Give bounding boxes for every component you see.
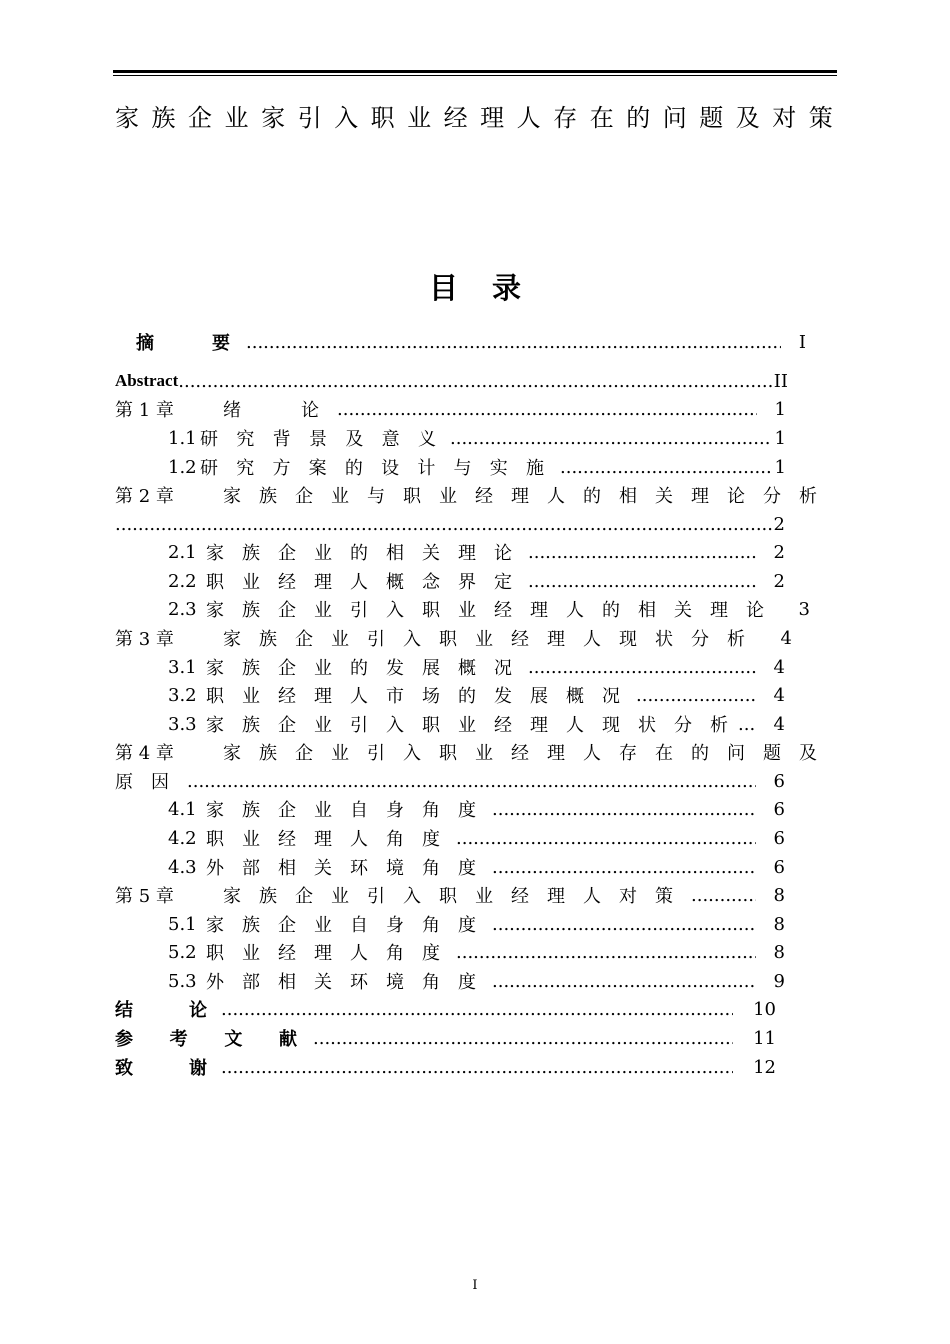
toc-leader-dots bbox=[492, 799, 756, 820]
toc-entry-label: 职 业 经 理 人 概 念 界 定 bbox=[206, 572, 512, 593]
toc-leader-dots bbox=[187, 771, 756, 792]
toc-entry-label: 外 部 相 关 环 境 角 度 bbox=[206, 972, 476, 993]
toc-page-number: II bbox=[773, 370, 788, 392]
toc-entry-label: 家 族 企 业 引 入 职 业 经 理 人 的 相 关 理 论 bbox=[206, 600, 764, 621]
toc-heading: 目录 bbox=[428, 271, 555, 305]
toc-leader-dots bbox=[221, 999, 733, 1020]
toc-entry-label: 致 谢 bbox=[115, 1058, 207, 1079]
toc-entry-number: 第 5 章 bbox=[115, 886, 174, 907]
toc-page-number: I bbox=[798, 331, 806, 353]
document-title: 家 族 企 业 家 引 入 职 业 经 理 人 存 在 的 问 题 及 对 策 bbox=[115, 103, 833, 132]
toc-leader-dots bbox=[221, 1057, 733, 1078]
toc-entry-number: 2.1 bbox=[168, 541, 197, 563]
toc-leader-dots bbox=[337, 399, 757, 420]
toc-entry-number: 5.1 bbox=[168, 913, 197, 935]
toc-entry-3-3[interactable] bbox=[168, 712, 785, 736]
toc-leader-dots bbox=[492, 857, 756, 878]
toc-page-number: 4 bbox=[773, 713, 785, 735]
toc-entry-label: 研 究 背 景 及 意 义 bbox=[200, 429, 436, 450]
toc-page-number: 1 bbox=[774, 427, 786, 449]
toc-entry-1-2[interactable] bbox=[168, 455, 786, 479]
toc-entry-5-2[interactable] bbox=[168, 940, 785, 964]
toc-page-number: 2 bbox=[773, 570, 785, 592]
toc-page-number: 8 bbox=[773, 913, 785, 935]
toc-entry-number: 第 2 章 bbox=[115, 486, 174, 507]
toc-entry-label: 家 族 企 业 引 入 职 业 经 理 人 现 状 分 析 bbox=[223, 629, 745, 650]
toc-leader-dots bbox=[492, 914, 756, 935]
toc-leader-dots bbox=[450, 428, 771, 449]
toc-page-number: 8 bbox=[773, 884, 785, 906]
toc-entry-number: 4.1 bbox=[168, 798, 197, 820]
toc-entry-label: 家 族 企 业 自 身 角 度 bbox=[206, 800, 476, 821]
toc-page-number: 9 bbox=[773, 970, 785, 992]
toc-entry-3-2[interactable] bbox=[168, 683, 785, 707]
toc-page-number: 6 bbox=[773, 827, 785, 849]
toc-leader-dots bbox=[738, 714, 756, 735]
toc-entry-number: 4.2 bbox=[168, 827, 197, 849]
toc-entry-4-3[interactable] bbox=[168, 855, 785, 879]
toc-leader-dots bbox=[528, 657, 756, 678]
toc-entry-label: 家 族 企 业 引 入 职 业 经 理 人 存 在 的 问 题 及 bbox=[223, 743, 817, 764]
toc-leader-dots bbox=[456, 828, 756, 849]
toc-entry-number: 5.2 bbox=[168, 941, 197, 963]
toc-entry-label: 结 论 bbox=[115, 1000, 207, 1021]
toc-entry-abstract-en[interactable] bbox=[115, 369, 788, 393]
toc-entry-4-1[interactable] bbox=[168, 797, 785, 821]
toc-entry-number: 1.2 bbox=[168, 456, 197, 478]
toc-entry-acknowledgements[interactable] bbox=[115, 1055, 776, 1079]
toc-page-number: 1 bbox=[774, 456, 786, 478]
toc-entry-chapter-4-cont bbox=[115, 769, 785, 793]
toc-leader-dots bbox=[528, 571, 756, 592]
toc-entry-1-1[interactable] bbox=[168, 426, 786, 450]
toc-entry-label: 家 族 企 业 引 入 职 业 经 理 人 对 策 bbox=[223, 886, 673, 907]
toc-entry-4-2[interactable] bbox=[168, 826, 785, 850]
toc-entry-5-1[interactable] bbox=[168, 912, 785, 936]
toc-entry-chapter-4[interactable] bbox=[115, 740, 820, 764]
toc-entry-number: 3.3 bbox=[168, 713, 197, 735]
toc-entry-label: 家 族 企 业 的 相 关 理 论 bbox=[206, 543, 512, 564]
toc-page-number: 12 bbox=[753, 1056, 776, 1078]
toc-leader-dots bbox=[528, 542, 756, 563]
toc-page-number: 4 bbox=[773, 684, 785, 706]
toc-entry-number: 3.2 bbox=[168, 684, 197, 706]
toc-page-number: 4 bbox=[780, 627, 792, 649]
toc-leader-dots bbox=[560, 457, 771, 478]
toc-entry-abstract-cn[interactable] bbox=[136, 330, 806, 354]
toc-entry-conclusion[interactable] bbox=[115, 997, 776, 1021]
toc-leader-dots bbox=[115, 514, 774, 535]
toc-leader-dots bbox=[691, 885, 756, 906]
toc-leader-dots bbox=[178, 371, 774, 392]
toc-leader-dots bbox=[313, 1028, 733, 1049]
toc-entry-5-3[interactable] bbox=[168, 969, 785, 993]
toc-entry-label: 家 族 企 业 与 职 业 经 理 人 的 相 关 理 论 分 析 bbox=[223, 486, 817, 507]
toc-page-number: 4 bbox=[773, 656, 785, 678]
toc-entry-number: 2.2 bbox=[168, 570, 197, 592]
toc-entry-label: 摘 要 bbox=[136, 333, 230, 354]
toc-entry-chapter-2[interactable] bbox=[115, 483, 820, 507]
toc-page-number: 2 bbox=[773, 513, 785, 535]
toc-entry-chapter-3[interactable] bbox=[115, 626, 792, 650]
toc-page-number: 6 bbox=[773, 798, 785, 820]
toc-entry-chapter-1[interactable] bbox=[115, 397, 786, 421]
toc-entry-label: 家 族 企 业 引 入 职 业 经 理 人 现 状 分 析 bbox=[206, 715, 728, 736]
header-rule-thin bbox=[113, 75, 837, 76]
toc-entry-number: 2.3 bbox=[168, 598, 197, 620]
toc-entry-number: 第 4 章 bbox=[115, 743, 174, 764]
toc-entry-number: 第 3 章 bbox=[115, 629, 174, 650]
toc-leader-dots bbox=[492, 971, 756, 992]
toc-entry-label: 职 业 经 理 人 角 度 bbox=[206, 829, 440, 850]
toc-leader-dots bbox=[636, 685, 756, 706]
toc-leader-dots bbox=[456, 942, 756, 963]
toc-entry-label: 研 究 方 案 的 设 计 与 实 施 bbox=[200, 458, 544, 479]
toc-entry-label: 参 考 文 献 bbox=[115, 1029, 297, 1050]
toc-entry-label: 外 部 相 关 环 境 角 度 bbox=[206, 858, 476, 879]
toc-entry-number: 3.1 bbox=[168, 656, 197, 678]
page-number-footer: I bbox=[472, 1278, 478, 1293]
toc-entry-chapter-2-cont bbox=[115, 512, 785, 536]
toc-entry-number: 1.1 bbox=[168, 427, 197, 449]
toc-page-number: 1 bbox=[774, 398, 786, 420]
toc-entry-label: 绪 论 bbox=[223, 400, 319, 421]
toc-entry-label: 职 业 经 理 人 市 场 的 发 展 概 况 bbox=[206, 686, 620, 707]
header-rule-thick bbox=[113, 70, 837, 73]
toc-page-number: 10 bbox=[753, 998, 776, 1020]
toc-page-number: 2 bbox=[773, 541, 785, 563]
toc-entry-2-2[interactable] bbox=[168, 569, 785, 593]
toc-entry-label-cont: 原 因 bbox=[115, 772, 169, 793]
toc-entry-3-1[interactable] bbox=[168, 655, 785, 679]
toc-page-number: 6 bbox=[773, 770, 785, 792]
toc-entry-label: 家 族 企 业 的 发 展 概 况 bbox=[206, 658, 512, 679]
toc-entry-label: 职 业 经 理 人 角 度 bbox=[206, 943, 440, 964]
toc-page-number: 8 bbox=[773, 941, 785, 963]
toc-entry-number: 4.3 bbox=[168, 856, 197, 878]
toc-entry-number: 第 1 章 bbox=[115, 400, 174, 421]
toc-leader-dots bbox=[246, 332, 781, 353]
toc-entry-chapter-5[interactable] bbox=[115, 883, 785, 907]
toc-entry-label: Abstract bbox=[115, 371, 179, 390]
toc-entry-number: 5.3 bbox=[168, 970, 197, 992]
toc-entry-label: 家 族 企 业 自 身 角 度 bbox=[206, 915, 476, 936]
toc-entry-2-3[interactable] bbox=[168, 597, 810, 621]
toc-entry-references[interactable] bbox=[115, 1026, 776, 1050]
toc-page-number: 3 bbox=[798, 598, 810, 620]
toc-entry-2-1[interactable] bbox=[168, 540, 785, 564]
toc-page-number: 11 bbox=[753, 1027, 776, 1049]
toc-page-number: 6 bbox=[773, 856, 785, 878]
